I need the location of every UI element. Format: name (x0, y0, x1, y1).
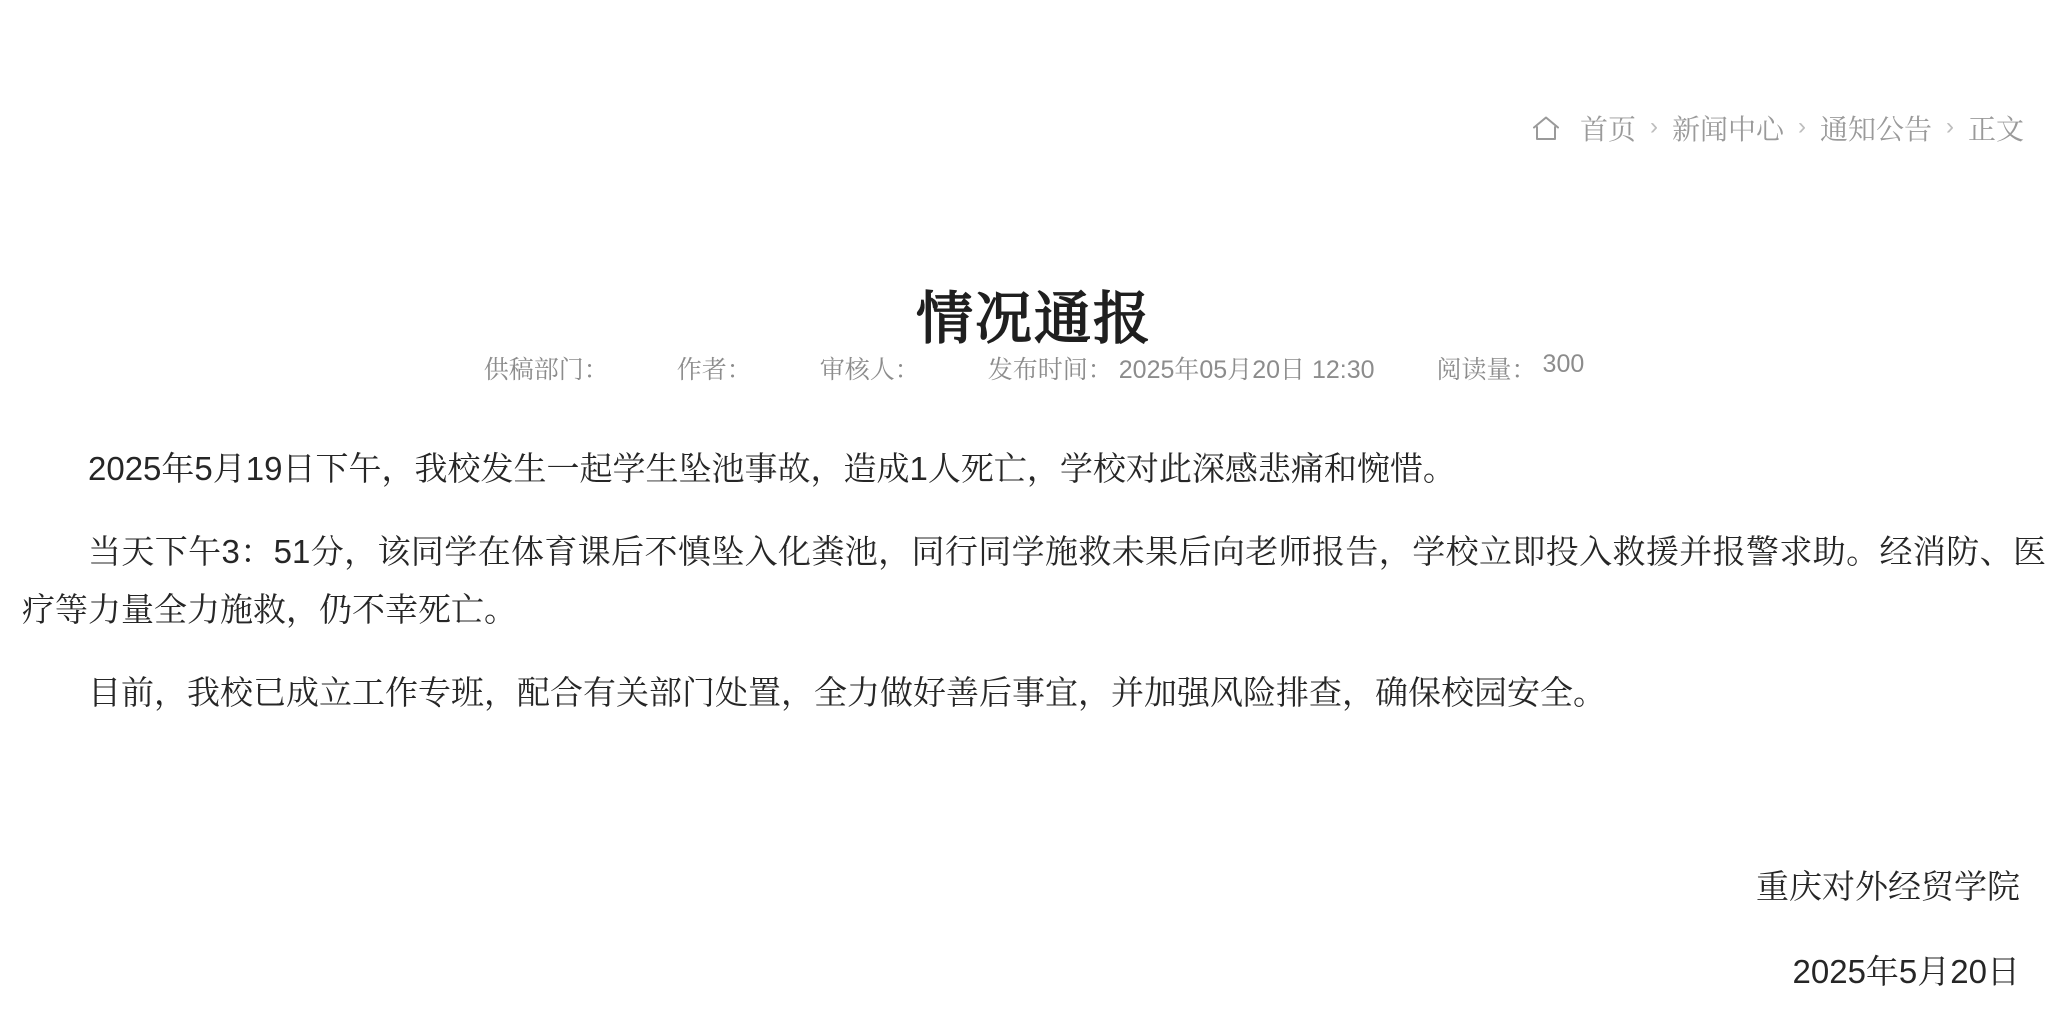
article-meta (0, 350, 2068, 386)
meta-author (677, 350, 758, 386)
meta-views-label: 阅读量： (1436, 356, 1537, 384)
page-title: 情况通报 (916, 287, 1152, 352)
meta-reviewer-label: 审核人： (819, 356, 920, 384)
meta-publish-time-value: 2025年05月20日 12:30 (1118, 356, 1375, 384)
meta-department (484, 350, 615, 386)
article-body (22, 440, 2046, 747)
signature-organization: 重庆对外经贸学院 (1756, 868, 2020, 905)
breadcrumb-item-current: 正文 (1967, 114, 2024, 145)
breadcrumb (1532, 108, 2024, 148)
meta-author-label: 作者： (676, 356, 752, 384)
breadcrumb-separator: › (1649, 113, 1658, 140)
breadcrumb-item-home[interactable]: 首页 (1579, 114, 1636, 145)
meta-views-value: 300 (1542, 350, 1585, 378)
meta-views (1437, 350, 1585, 386)
breadcrumb-item-announcements[interactable]: 通知公告 (1819, 114, 1932, 145)
signature-date: 2025年5月20日 (1792, 952, 2020, 990)
meta-publish-time (988, 350, 1375, 386)
breadcrumb-separator: › (1945, 113, 1954, 140)
article-paragraph: 目前，我校已成立工作专班，配合有关部门处置，全力做好善后事宜，并加强风险排查，确保校园安全。 (88, 674, 1606, 712)
home-icon (1532, 115, 1560, 141)
meta-publish-time-label: 发布时间： (987, 356, 1113, 384)
article-paragraph: 当天下午3：51分，该同学在体育课后不慎坠入化粪池，同行同学施救未果后向老师报告，学校立即投入救援并报警求助。经消防、医疗等力量全力施救，仍不幸死亡。 (22, 532, 2046, 629)
article-paragraph: 2025年5月19日下午，我校发生一起学生坠池事故，造成1人死亡，学校对此深感悲痛和惋惜。 (88, 450, 1456, 487)
article-signature (1120, 858, 2020, 1001)
breadcrumb-item-news-center[interactable]: 新闻中心 (1671, 114, 1784, 145)
meta-department-label: 供稿部门： (483, 356, 609, 384)
meta-reviewer (820, 350, 926, 386)
breadcrumb-separator: › (1797, 113, 1806, 140)
